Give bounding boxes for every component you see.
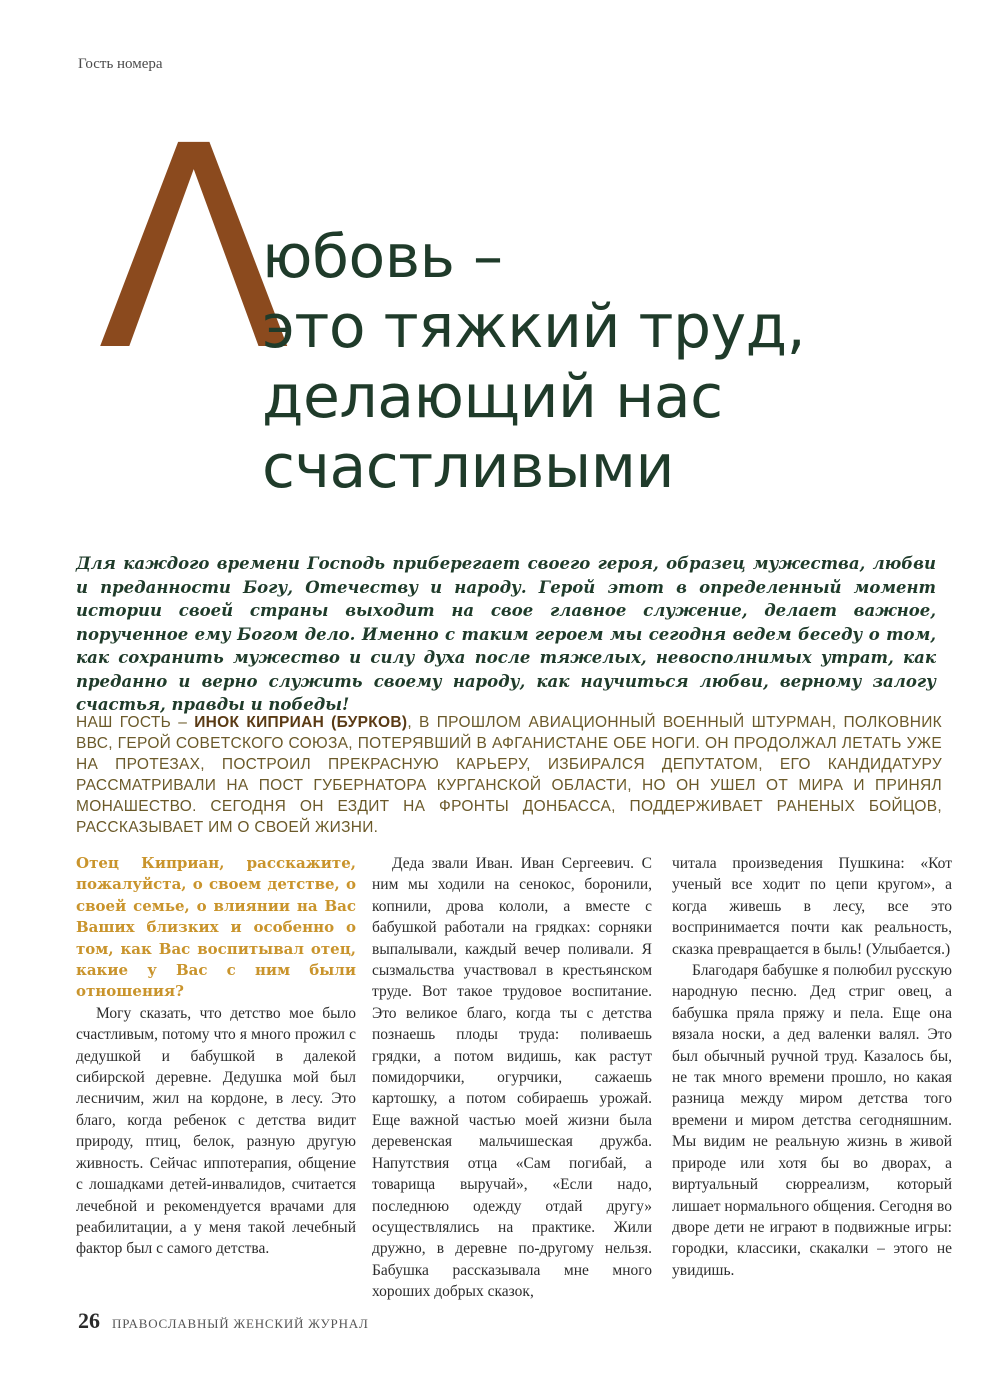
guest-intro <box>76 712 942 838</box>
answer-paragraph: Благодаря бабушке я полюбил русскую народную песню. Дед стриг овец, а бабушка пряла пряжу и пела. Еще она вязала носки, а дед валенки валял. Это был обычный ручной труд. Казалось бы, не так много времени прошло, но какая разница между миром детства того времени и миром детства сегодняшним. Мы видим не реальную жизнь в живой природе или хотя бы во дворах, а виртуальный сюрреализм, который лишает нормального общения. Сегодня во дворе дети не играют в подвижные игры: городки, классики, скакалки – этого не увидишь. <box>672 962 952 1279</box>
lead-paragraph: Для каждого времени Господь приберегает своего героя, образец мужества, любви и преданности Богу, Отечеству и народу. Герой этот в определенный момент истории своей страны выходит на свое главное служение, делает важное, порученное ему Богом дело. Именно с таким героем мы сегодня ведем беседу о том, как сохранить мужество и силу духа после тяжелых, невосполнимых утрат, как преданно и верно служить своему народу, как научиться любви, верному залогу счастья, правды и победы! <box>76 554 936 714</box>
interview-question: Отец Киприан, расскажите, пожалуйста, о своем детстве, о своей семье, о влиянии на Вас Ваших близких и особенно о том, как Вас воспитывал отец, какие у Вас с ним были отношения? <box>76 854 356 1001</box>
text-column-1 <box>76 853 356 1260</box>
page-number: 26 <box>78 1308 100 1333</box>
title-line-1: юбовь – <box>262 222 503 292</box>
title-line-3: делающий нас <box>262 362 723 432</box>
page-footer <box>78 1308 369 1334</box>
intro-rest: , В ПРОШЛОМ АВИАЦИОННЫЙ ВОЕННЫЙ ШТУРМАН, ПОЛКОВНИК ВВС, ГЕРОЙ СОВЕТСКОГО СОЮЗА, ПОТЕРЯВШИЙ В АФГАНИСТАНЕ ОБЕ НОГИ. ОН ПРОДОЛЖАЛ ЛЕТАТЬ УЖЕ НА ПРОТЕЗАХ, ПОСТРОИЛ ПРЕКРАСНУЮ КАРЬЕРУ, ИЗБИРАЛСЯ ДЕПУТАТОМ, ЕГО КАНДИДАТУРУ РАССМАТРИВАЛИ НА ПОСТ ГУБЕРНАТОРА КУРГАНСКОЙ ОБЛАСТИ, НО ОН УШЕЛ ОТ МИРА И ПРИНЯЛ МОНАШЕСТВО. СЕГОДНЯ ОН ЕЗДИТ НА ФРОНТЫ ДОНБАССА, ПОДДЕРЖИВАЕТ РАНЕНЫХ БОЙЦОВ, РАССКАЗЫВАЕТ ИМ О СВОЕЙ ЖИЗНИ. <box>76 714 943 836</box>
intro-prefix: НАШ ГОСТЬ – <box>76 714 195 731</box>
magazine-name: ПРАВОСЛАВНЫЙ ЖЕНСКИЙ ЖУРНАЛ <box>112 1316 369 1331</box>
guest-name: ИНОК КИПРИАН (БУРКОВ) <box>194 714 408 731</box>
section-label: Гость номера <box>78 56 163 72</box>
title-line-4: счастливыми <box>262 432 674 502</box>
text-column-2 <box>372 853 652 1303</box>
text-column-3 <box>672 853 952 1281</box>
title-drop-cap: Λ <box>98 87 290 413</box>
title-line-2: это тяжкий труд, <box>262 292 806 362</box>
answer-paragraph: Деда звали Иван. Иван Сергеевич. С ним мы ходили на сенокос, боронили, копнили, дрова кололи, а вместе с бабушкой работали на грядках: сорняки выпалывали, каждый вечер поливали. Я сызмальства участвовал в крестьянском труде. Вот такое трудовое воспитание. Это великое благо, когда ты с детства познаешь плоды труда: поливаешь грядки, а потом видишь, как растут помидорчики, огурчики, сажаешь картошку, а потом собираешь урожай. Еще важной частью моей жизни была деревенская мальчишеская дружба. Напутствия отца «Сам погибай, а товарища выручай», «Если надо, последнюю одежду отдай другу» осуществлялись на практике. Жили дружно, в деревне по-другому нельзя. Бабушка рассказывала мне много хороших добрых сказок, <box>372 855 652 1301</box>
article-title <box>262 222 805 502</box>
answer-paragraph: Могу сказать, что детство мое было счастливым, потому что я много прожил с дедушкой и бабушкой в далекой сибирской деревне. Дедушка мой был лесничим, жил на кордоне, в лесу. Это благо, когда ребенок с детства видит природу, птиц, белок, разную другую живность. Сейчас иппотерапия, общение с лошадками детей-инвалидов, считается лечебной и рекомендуется врачами для реабилитации, а у меня такой лечебный фактор был с самого детства. <box>76 1004 356 1258</box>
answer-paragraph: читала произведения Пушкина: «Кот ученый все ходит по цепи кругом», а когда живешь в лесу, все это воспринимается почти как реальность, сказка превращается в быль! (Улыбается.) <box>672 855 952 958</box>
